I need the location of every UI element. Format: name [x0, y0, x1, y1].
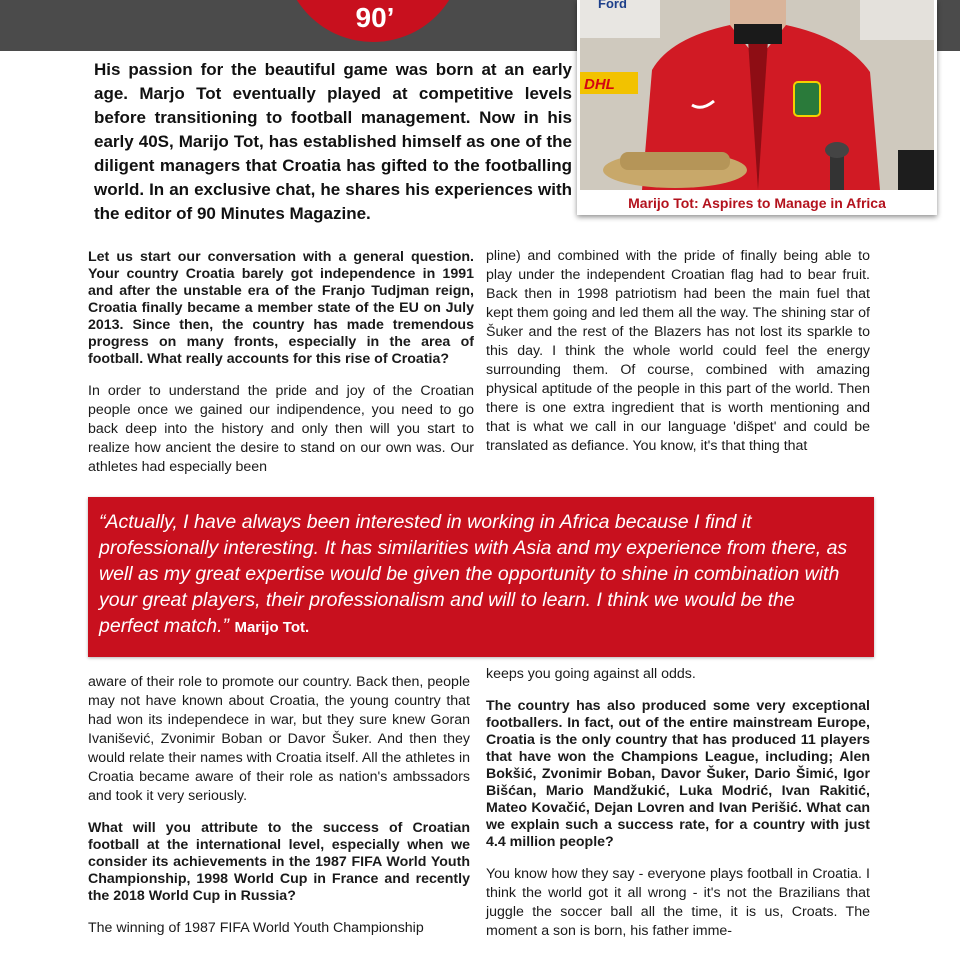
article-column-left-bottom: [88, 673, 470, 952]
dhl-sign-text: DHL: [584, 76, 615, 93]
answer-2-start: The winning of 1987 FIFA World Youth Championship: [88, 920, 424, 936]
intro-paragraph: His passion for the beautiful game was born at an early age. Marjo Tot eventually played at competitive levels before transitioning to football management. Now in his early 40S, Marijo Tot, has established himself as one of the diligent managers that Croatia has gifted to the footballing world. In an exclusive chat, he shares his experiences with the editor of 90 Minutes Magazine.: [94, 60, 572, 223]
article-column-right-bottom: [486, 665, 870, 955]
answer-3: You know how they say - everyone plays football in Croatia. I think the world got it all wrong - it's not the Brazilians that juggle the soccer ball all the time, it is us, Croats. The moment a son is born, his father imme-: [486, 866, 870, 939]
article-column-left-top: [88, 249, 474, 491]
portrait-photo: [580, 0, 934, 190]
pull-quote-attribution: Marijo Tot.: [234, 619, 310, 636]
photo-caption: Marijo Tot: Aspires to Manage in Africa: [628, 195, 886, 211]
portrait-illustration: [580, 0, 934, 190]
question-2: What will you attribute to the success of Croatian football at the international level, especially when we consider its achievements in the 1987 FIFA World Youth Championship, 1998 World Cup in France and recently the 2018 World Cup in Russia?: [88, 820, 470, 904]
answer-1-part-4: keeps you going against all odds.: [486, 666, 696, 682]
badge-label: 90’: [355, 2, 395, 33]
question-1: Let us start our conversation with a general question. Your country Croatia barely got independence in 1991 and after the unstable era of the Franjo Tudjman reign, Croatia finally became a member state of the EU on July 2013. Since then, the country has made tremendous progress on many fronts, especially in the area of football. What really accounts for this rise of Croatia?: [88, 249, 474, 367]
answer-1-part-2: pline) and combined with the pride of finally being able to play under the independent Croatian flag had to bear fruit. Back then in 1998 patriotism had been the main fuel that kept them going and led them all the way. The shining star of Šuker and the rest of the Blazers has not lost its sparkle to this day. I think the whole world could feel the energy surrounding them. Of course, combined with amazing physical aptitude of the people in this part of the world. Then there is one extra ingredient that is worth mentioning and that is what we call in our language 'dišpet' and could be translated as defiance. You know, it's that thing that: [486, 248, 870, 454]
photo-card: [577, 0, 937, 215]
pull-quote: [99, 509, 859, 641]
pull-quote-box: [88, 497, 874, 657]
ford-sign-text: Ford: [598, 0, 627, 11]
answer-1-part-1: In order to understand the pride and joy of the Croatian people once we gained our indipendence, you need to go back deep into the history and only then will you start to realize how ancient the desire to stand on our own was. Our athletes had especially been: [88, 383, 474, 475]
pull-quote-text: “Actually, I have always been interested in working in Africa because I find it professionally interesting. It has similarities with Asia and my experience from there, as well as my great expertise would be given the opportunity to shine in combination with your great players, their professionalism and will to learn. I think we would be the perfect match.”: [99, 511, 848, 637]
answer-1-part-3: aware of their role to promote our country. Back then, people may not have known about Croatia, the young country that had won its independece in war, but they sure knew Goran Ivanišević, Zvonimir Boban or Davor Šuker. And then they would relate their names with Croatia itself. All the athletes in Croatia became aware of their role as nation's ambssadors and took it very seriously.: [88, 674, 470, 804]
article-column-right-top: [486, 247, 870, 470]
question-3: The country has also produced some very exceptional footballers. In fact, out of the entire mainstream Europe, Croatia is the only country that has produced 11 players that have won the Champions League, including; Alen Bokšić, Zvonimir Boban, Davor Šuker, Dario Šimić, Igor Bišćan, Mario Mandžukić, Luka Modrić, Ivan Rakitić, Mateo Kovačić, Dejan Lovren and Ivan Perišić. What can we explain such a success rate, for a country with just 4.4 million people?: [486, 698, 870, 850]
